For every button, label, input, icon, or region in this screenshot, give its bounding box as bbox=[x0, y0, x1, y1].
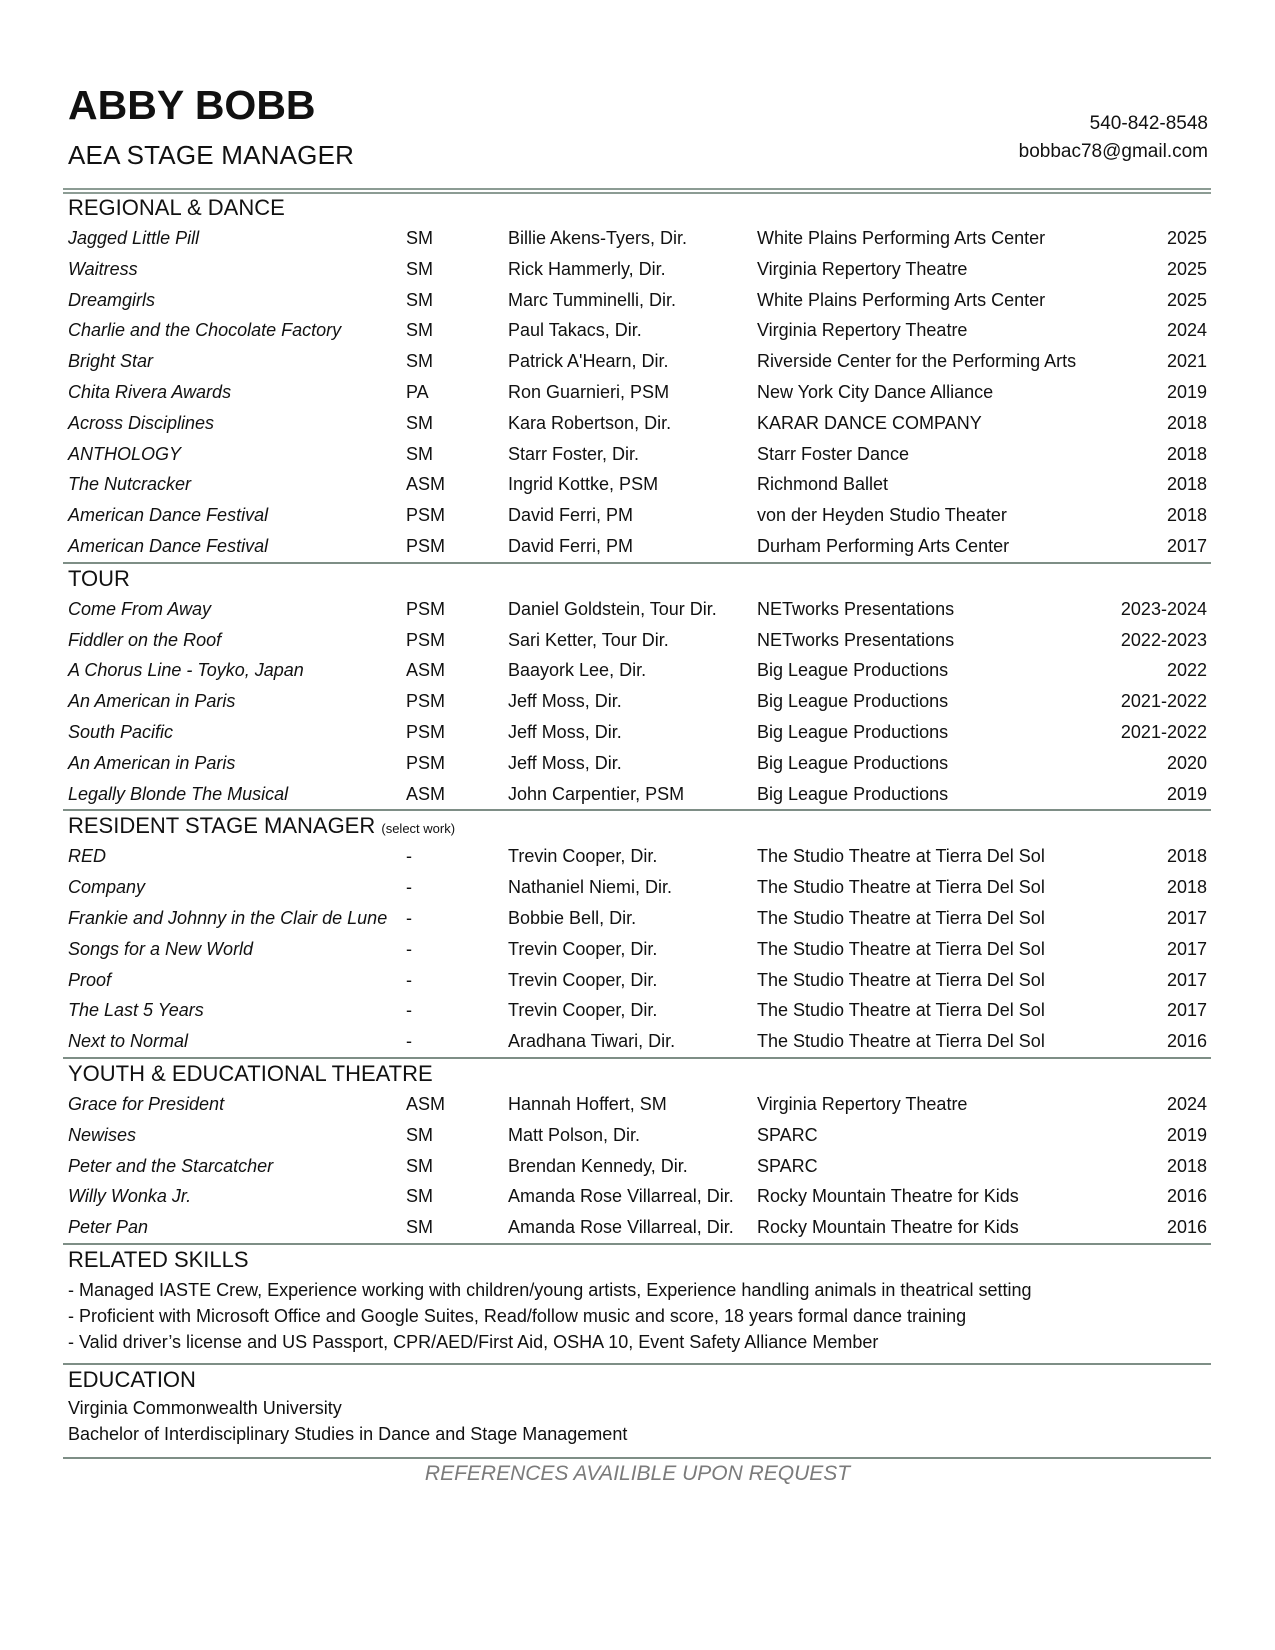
production-title: Across Disciplines bbox=[68, 412, 215, 433]
credit-row bbox=[68, 934, 1211, 965]
director: Patrick A'Hearn, Dir. bbox=[508, 351, 669, 372]
director: Bobbie Bell, Dir. bbox=[508, 907, 637, 928]
production-title: The Last 5 Years bbox=[68, 1000, 204, 1021]
venue: The Studio Theatre at Tierra Del Sol bbox=[757, 907, 1045, 928]
director: Jeff Moss, Dir. bbox=[508, 752, 622, 773]
credit-row bbox=[68, 500, 1211, 531]
year: 2018 bbox=[1166, 846, 1207, 867]
credit-row bbox=[68, 1181, 1211, 1212]
director: Rick Hammerly, Dir. bbox=[508, 258, 666, 279]
year: 2019 bbox=[1166, 381, 1207, 402]
director: Kara Robertson, Dir. bbox=[508, 412, 672, 433]
skills-section bbox=[63, 1245, 1211, 1365]
section-heading bbox=[68, 193, 1211, 223]
credit-row bbox=[68, 995, 1211, 1026]
position: - bbox=[406, 1031, 412, 1052]
venue: Virginia Repertory Theatre bbox=[757, 1093, 968, 1114]
year: 2023-2024 bbox=[1120, 598, 1207, 619]
credit-row bbox=[68, 717, 1211, 748]
position: SM bbox=[406, 1124, 433, 1145]
production-title: Songs for a New World bbox=[68, 938, 254, 959]
venue: Big League Productions bbox=[757, 660, 949, 681]
production-title: Chita Rivera Awards bbox=[68, 381, 232, 402]
director: Baayork Lee, Dir. bbox=[508, 660, 647, 681]
director: David Ferri, PM bbox=[508, 505, 634, 526]
credit-row bbox=[68, 686, 1211, 717]
director: Trevin Cooper, Dir. bbox=[508, 938, 658, 959]
position: PSM bbox=[406, 598, 446, 619]
section-heading bbox=[68, 564, 1211, 594]
venue: Big League Productions bbox=[757, 752, 949, 773]
venue: White Plains Performing Arts Center bbox=[757, 289, 1046, 310]
position: - bbox=[406, 907, 412, 928]
position: SM bbox=[406, 228, 433, 248]
position: - bbox=[406, 938, 412, 959]
production-title: South Pacific bbox=[68, 721, 174, 742]
credit-row bbox=[68, 655, 1211, 686]
credit-row bbox=[68, 748, 1211, 779]
section-heading: RELATED SKILLS bbox=[68, 1246, 249, 1272]
year: 2020 bbox=[1166, 752, 1207, 773]
year: 2022-2023 bbox=[1120, 629, 1207, 650]
credit-row bbox=[68, 625, 1211, 656]
position: PSM bbox=[406, 752, 446, 773]
director: John Carpentier, PSM bbox=[508, 783, 685, 804]
position: SM bbox=[406, 351, 433, 372]
venue: White Plains Performing Arts Center bbox=[757, 228, 1046, 248]
director: Ron Guarnieri, PSM bbox=[508, 381, 670, 402]
resume-sections bbox=[68, 193, 1207, 1459]
venue: Virginia Repertory Theatre bbox=[757, 258, 968, 279]
venue: Riverside Center for the Performing Arts bbox=[757, 351, 1077, 372]
credit-row bbox=[68, 254, 1211, 285]
position: SM bbox=[406, 443, 433, 464]
position: - bbox=[406, 846, 412, 867]
production-title: Frankie and Johnny in the Clair de Lune bbox=[68, 907, 388, 928]
director: Aradhana Tiwari, Dir. bbox=[508, 1031, 676, 1052]
skill-item: - Valid driver’s license and US Passport, CPR/AED/First Aid, OSHA 10, Event Safety Alliance Member bbox=[68, 1331, 879, 1352]
year: 2024 bbox=[1166, 320, 1207, 341]
credit-row bbox=[68, 779, 1211, 810]
year: 2019 bbox=[1166, 1124, 1207, 1145]
credit-row bbox=[68, 903, 1211, 934]
production-title: Grace for President bbox=[68, 1093, 225, 1114]
credits-section bbox=[63, 564, 1211, 812]
venue: Rocky Mountain Theatre for Kids bbox=[757, 1186, 1019, 1207]
production-title: American Dance Festival bbox=[68, 535, 269, 556]
position: PSM bbox=[406, 535, 446, 556]
year: 2016 bbox=[1166, 1217, 1207, 1238]
production-title: The Nutcracker bbox=[68, 474, 192, 495]
credit-row bbox=[68, 1089, 1211, 1120]
venue: The Studio Theatre at Tierra Del Sol bbox=[757, 846, 1045, 867]
venue: The Studio Theatre at Tierra Del Sol bbox=[757, 938, 1045, 959]
year: 2017 bbox=[1166, 1000, 1207, 1021]
venue: KARAR DANCE COMPANY bbox=[757, 412, 982, 433]
director: Matt Polson, Dir. bbox=[508, 1124, 641, 1145]
year: 2018 bbox=[1166, 1155, 1207, 1176]
skill-item: - Proficient with Microsoft Office and Google Suites, Read/follow music and score, 18 years formal dance training bbox=[68, 1305, 967, 1326]
production-title: Dreamgirls bbox=[68, 289, 156, 310]
production-title: Bright Star bbox=[68, 351, 154, 372]
section-heading-note: (select work) bbox=[381, 821, 456, 837]
director: Brendan Kennedy, Dir. bbox=[508, 1155, 688, 1176]
position: - bbox=[406, 969, 412, 990]
credit-row bbox=[68, 346, 1211, 377]
production-title: Legally Blonde The Musical bbox=[68, 783, 289, 804]
year: 2018 bbox=[1166, 505, 1207, 526]
year: 2018 bbox=[1166, 412, 1207, 433]
venue: NETworks Presentations bbox=[757, 629, 955, 650]
year: 2019 bbox=[1166, 783, 1207, 804]
position: SM bbox=[406, 320, 433, 341]
section-heading-text: RESIDENT STAGE MANAGER bbox=[68, 813, 376, 839]
section-heading: EDUCATION bbox=[68, 1366, 196, 1392]
position: SM bbox=[406, 412, 433, 433]
education-list bbox=[68, 1395, 1211, 1457]
venue: Rocky Mountain Theatre for Kids bbox=[757, 1217, 1019, 1238]
production-title: Proof bbox=[68, 969, 112, 990]
venue: Big League Productions bbox=[757, 721, 949, 742]
director: Daniel Goldstein, Tour Dir. bbox=[508, 598, 717, 619]
production-title: ANTHOLOGY bbox=[68, 443, 182, 464]
credits-section bbox=[63, 1059, 1211, 1245]
production-title: Newises bbox=[68, 1124, 137, 1145]
credit-row bbox=[68, 1026, 1211, 1057]
production-title: A Chorus Line - Toyko, Japan bbox=[68, 660, 304, 681]
venue: Richmond Ballet bbox=[757, 474, 889, 495]
skill-item: - Managed IASTE Crew, Experience working with children/young artists, Experience handling animals in theatrical setting bbox=[68, 1279, 1032, 1300]
position: PSM bbox=[406, 721, 446, 742]
credits-section bbox=[63, 811, 1211, 1059]
credit-row bbox=[68, 872, 1211, 903]
production-title: Jagged Little Pill bbox=[68, 228, 200, 248]
section-heading-text: TOUR bbox=[68, 565, 130, 591]
position: - bbox=[406, 1000, 412, 1021]
education-item: Virginia Commonwealth University bbox=[68, 1397, 342, 1418]
venue: SPARC bbox=[757, 1155, 818, 1176]
venue: von der Heyden Studio Theater bbox=[757, 505, 1007, 526]
production-title: Peter Pan bbox=[68, 1217, 149, 1238]
year: 2021-2022 bbox=[1120, 721, 1207, 742]
year: 2017 bbox=[1166, 907, 1207, 928]
director: Jeff Moss, Dir. bbox=[508, 691, 622, 712]
credit-row bbox=[68, 841, 1211, 872]
venue: The Studio Theatre at Tierra Del Sol bbox=[757, 969, 1045, 990]
email-address: bobbac78@gmail.com bbox=[1018, 141, 1208, 162]
venue: The Studio Theatre at Tierra Del Sol bbox=[757, 1031, 1045, 1052]
director: Amanda Rose Villarreal, Dir. bbox=[508, 1217, 734, 1238]
venue: NETworks Presentations bbox=[757, 598, 955, 619]
section-heading-text: YOUTH & EDUCATIONAL THEATRE bbox=[68, 1060, 433, 1086]
credit-row bbox=[68, 1120, 1211, 1151]
credit-row bbox=[68, 1212, 1211, 1243]
credit-row bbox=[68, 439, 1211, 470]
director: Trevin Cooper, Dir. bbox=[508, 846, 658, 867]
year: 2017 bbox=[1166, 938, 1207, 959]
director: Hannah Hoffert, SM bbox=[508, 1093, 667, 1114]
year: 2022 bbox=[1166, 660, 1207, 681]
venue: The Studio Theatre at Tierra Del Sol bbox=[757, 1000, 1045, 1021]
person-name: ABBY BOBB bbox=[68, 82, 316, 128]
credit-row bbox=[68, 1151, 1211, 1182]
position: ASM bbox=[406, 474, 446, 495]
venue: Big League Productions bbox=[757, 783, 949, 804]
section-heading bbox=[68, 811, 1211, 841]
production-title: Charlie and the Chocolate Factory bbox=[68, 320, 342, 341]
section-heading bbox=[68, 1059, 1211, 1089]
director: Ingrid Kottke, PSM bbox=[508, 474, 659, 495]
production-title: Waitress bbox=[68, 258, 138, 279]
director: Trevin Cooper, Dir. bbox=[508, 969, 658, 990]
position: SM bbox=[406, 1155, 433, 1176]
year: 2018 bbox=[1166, 877, 1207, 898]
references-note: REFERENCES AVAILIBLE UPON REQUEST bbox=[424, 1462, 851, 1485]
production-title: An American in Paris bbox=[68, 752, 236, 773]
production-title: Come From Away bbox=[68, 598, 212, 619]
production-title: Company bbox=[68, 877, 146, 898]
credits-section bbox=[63, 193, 1211, 564]
credit-row bbox=[68, 469, 1211, 500]
production-title: Willy Wonka Jr. bbox=[68, 1186, 192, 1207]
credit-row bbox=[68, 965, 1211, 996]
position: ASM bbox=[406, 783, 446, 804]
phone-number: 540-842-8548 bbox=[1089, 113, 1208, 134]
director: Sari Ketter, Tour Dir. bbox=[508, 629, 669, 650]
year: 2024 bbox=[1166, 1093, 1207, 1114]
position: SM bbox=[406, 1186, 433, 1207]
venue: Starr Foster Dance bbox=[757, 443, 910, 464]
credit-row bbox=[68, 594, 1211, 625]
credit-row bbox=[68, 408, 1211, 439]
credit-row bbox=[68, 285, 1211, 316]
production-title: RED bbox=[68, 846, 107, 867]
production-title: Next to Normal bbox=[68, 1031, 189, 1052]
year: 2016 bbox=[1166, 1031, 1207, 1052]
contact-info bbox=[1019, 110, 1208, 166]
job-title: AEA STAGE MANAGER bbox=[68, 140, 355, 170]
venue: Virginia Repertory Theatre bbox=[757, 320, 968, 341]
education-item: Bachelor of Interdisciplinary Studies in Dance and Stage Management bbox=[68, 1423, 628, 1444]
director: Nathaniel Niemi, Dir. bbox=[508, 877, 673, 898]
director: Billie Akens-Tyers, Dir. bbox=[508, 228, 688, 248]
position: PSM bbox=[406, 629, 446, 650]
skills-list bbox=[68, 1275, 1211, 1363]
position: - bbox=[406, 877, 412, 898]
venue: Big League Productions bbox=[757, 691, 949, 712]
position: PA bbox=[406, 381, 429, 402]
position: SM bbox=[406, 1217, 433, 1238]
year: 2021 bbox=[1166, 351, 1207, 372]
credit-row bbox=[68, 315, 1211, 346]
director: Amanda Rose Villarreal, Dir. bbox=[508, 1186, 734, 1207]
credit-row bbox=[68, 223, 1211, 254]
position: PSM bbox=[406, 505, 446, 526]
director: Paul Takacs, Dir. bbox=[508, 320, 642, 341]
director: Trevin Cooper, Dir. bbox=[508, 1000, 658, 1021]
production-title: Peter and the Starcatcher bbox=[68, 1155, 274, 1176]
year: 2025 bbox=[1166, 228, 1207, 248]
year: 2017 bbox=[1166, 535, 1207, 556]
director: Jeff Moss, Dir. bbox=[508, 721, 622, 742]
director: David Ferri, PM bbox=[508, 535, 634, 556]
education-section bbox=[63, 1365, 1211, 1459]
venue: Durham Performing Arts Center bbox=[757, 535, 1010, 556]
venue: The Studio Theatre at Tierra Del Sol bbox=[757, 877, 1045, 898]
year: 2025 bbox=[1166, 258, 1207, 279]
position: ASM bbox=[406, 1093, 446, 1114]
year: 2017 bbox=[1166, 969, 1207, 990]
year: 2018 bbox=[1166, 474, 1207, 495]
director: Starr Foster, Dir. bbox=[508, 443, 640, 464]
year: 2025 bbox=[1166, 289, 1207, 310]
section-heading-text: REGIONAL & DANCE bbox=[68, 195, 285, 220]
production-title: American Dance Festival bbox=[68, 505, 269, 526]
credit-row bbox=[68, 531, 1211, 562]
position: SM bbox=[406, 289, 433, 310]
director: Marc Tumminelli, Dir. bbox=[508, 289, 677, 310]
credit-row bbox=[68, 377, 1211, 408]
position: PSM bbox=[406, 691, 446, 712]
year: 2016 bbox=[1166, 1186, 1207, 1207]
production-title: Fiddler on the Roof bbox=[68, 629, 222, 650]
year: 2021-2022 bbox=[1120, 691, 1207, 712]
position: ASM bbox=[406, 660, 446, 681]
position: SM bbox=[406, 258, 433, 279]
production-title: An American in Paris bbox=[68, 691, 236, 712]
year: 2018 bbox=[1166, 443, 1207, 464]
venue: SPARC bbox=[757, 1124, 818, 1145]
venue: New York City Dance Alliance bbox=[757, 381, 994, 402]
